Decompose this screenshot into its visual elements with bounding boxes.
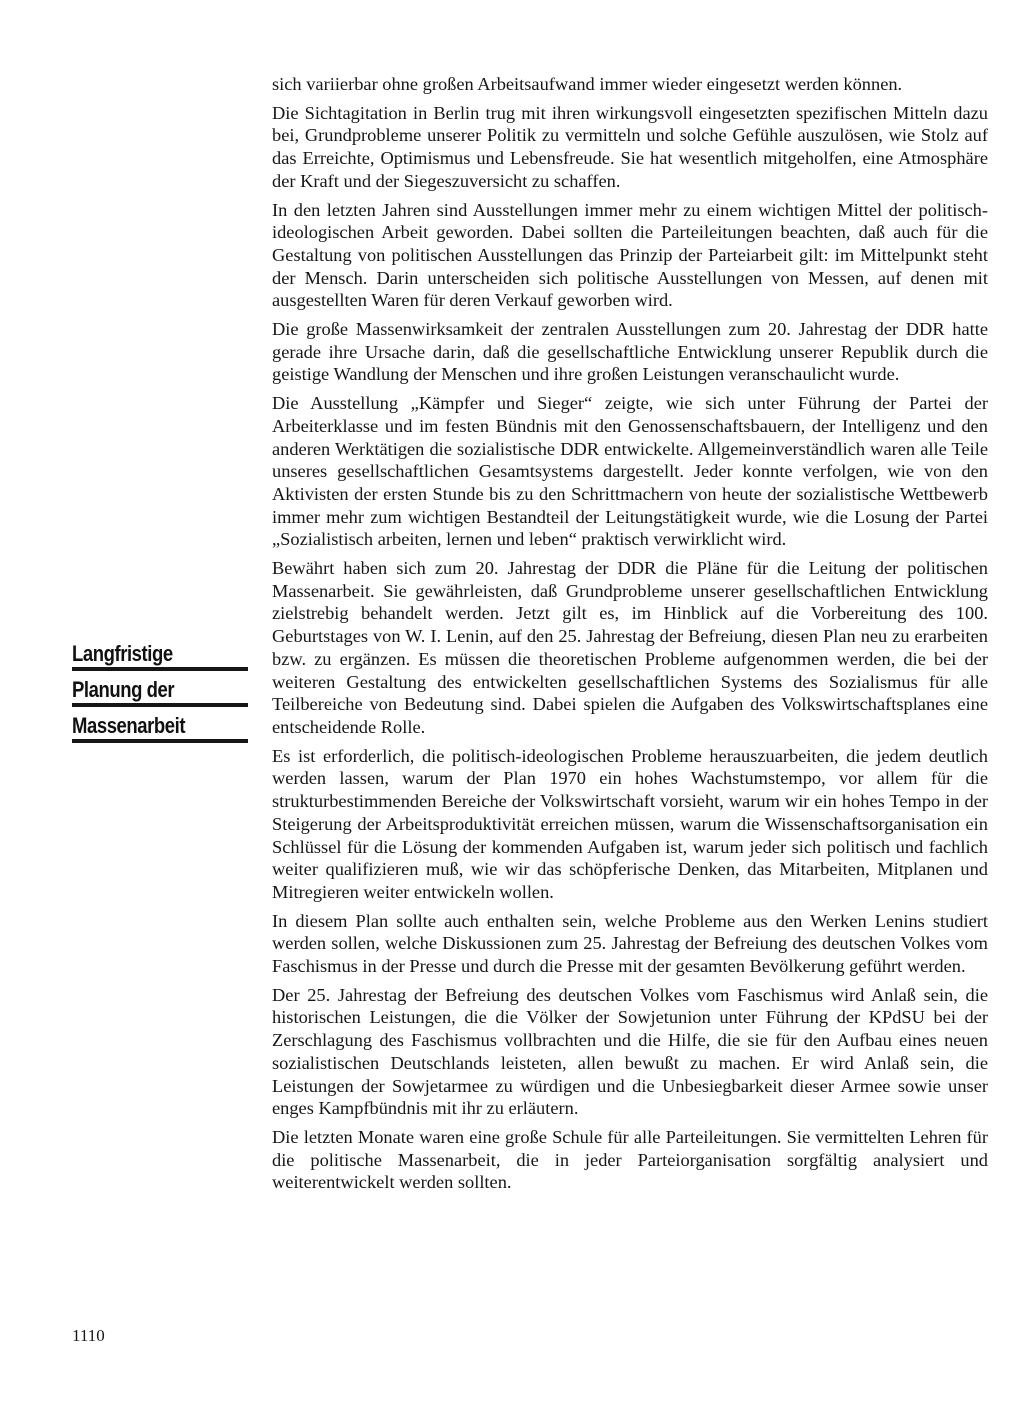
paragraph: Die Sichtagitation in Berlin trug mit ihren wirkungsvoll eingesetzten spezifischen Mitteln dazu bei, Grundprobleme unserer Politik zu vermitteln und solche Gefühle auszulösen, wie Stolz auf das Erreichte, Optimismus und Lebensfreude. Sie hat wesentlich mitgeholfen, eine Atmosphäre der Kraft und der Siegeszuversicht zu schaffen. [272, 102, 988, 191]
paragraph: Die letzten Monate waren eine große Schule für alle Parteileitungen. Sie vermittelten Lehren für die politische Massenarbeit, die in jeder Parteiorganisation sorgfältig analysiert und weiterentwickelt werden sollten. [272, 1126, 988, 1193]
page-number: 1110 [72, 1326, 105, 1345]
margin-heading-line-3: Massenarbeit [72, 713, 186, 738]
paragraph: In diesem Plan sollte auch enthalten sein, welche Probleme aus den Werken Lenins studiert werden sollen, welche Diskussionen zum 25. Jahrestag der Befreiung des deutschen Volkes vom Faschismus in der Presse und durch die Presse mit der gesamten Bevölkerung geführt werden. [272, 910, 988, 977]
paragraph: Der 25. Jahrestag der Befreiung des deutschen Volkes vom Faschismus wird Anlaß sein, die historischen Leistungen, die die Völker der Sowjetunion unter Führung der KPdSU bei der Zerschlagung des Faschismus vollbrachten und die Hilfe, die sie für den Aufbau eines neuen sozialistischen Deutschlands leisteten, allen bewußt zu machen. Er wird Anlaß sein, die Leistungen der Sowjetarmee zu würdigen und die Unbesiegbarkeit dieser Armee sowie unser enges Kampfbündnis mit ihr zu erläutern. [272, 984, 988, 1119]
paragraph: In den letzten Jahren sind Ausstellungen immer mehr zu einem wichtigen Mittel der politisch-ideologischen Arbeit geworden. Dabei sollten die Parteileitungen beachten, daß auch für die Gestaltung von politischen Ausstellungen das Prinzip der Parteiarbeit gilt: im Mittelpunkt steht der Mensch. Darin unterscheiden sich politische Ausstellungen von Messen, auf denen mit ausgestellten Waren für deren Verkauf geworben wird. [272, 199, 988, 311]
body-text-column [272, 73, 988, 1200]
margin-heading [72, 638, 248, 746]
heading-rule [72, 703, 248, 707]
margin-heading-line-2: Planung der [72, 677, 175, 702]
heading-rule [72, 667, 248, 671]
heading-rule [72, 739, 248, 743]
paragraph: sich variierbar ohne großen Arbeitsaufwand immer wieder eingesetzt werden können. [272, 74, 903, 94]
margin-heading-line-1: Langfristige [72, 641, 173, 666]
paragraph: Die Ausstellung „Kämpfer und Sieger“ zeigte, wie sich unter Führung der Partei der Arbeiterklasse und im festen Bündnis mit den Genossenschaftsbauern, der Intelligenz und den anderen Werktätigen die sozialistische DDR entwickelte. Allgemeinverständlich waren alle Teile unseres gesellschaftlichen Gesamtsystems dargestellt. Jeder konnte verfolgen, wie von den Aktivisten der ersten Stunde bis zu den Schrittmachern von heute der sozialistische Wettbewerb immer mehr zum wichtigen Bestandteil der Leitungstätigkeit wurde, wie die Losung der Partei „Sozialistisch arbeiten, lernen und leben“ praktisch verwirklicht wird. [272, 393, 988, 550]
paragraph: Es ist erforderlich, die politisch-ideologischen Probleme herauszuarbeiten, die jedem deutlich werden lassen, warum der Plan 1970 ein hohes Wachstumstempo, vor allem für die strukturbestimmenden Bereiche der Volkswirtschaft vorsieht, warum wir ein hohes Tempo in der Steigerung der Arbeitsproduktivität erreichen müssen, warum die Wissenschaftsorganisation ein Schlüssel für die Lösung der kommenden Aufgaben ist, warum jeder sich politisch und fachlich weiter qualifizieren muß, wie wir das schöpferische Denken, das Mitarbeiten, Mitplanen und Mitregieren weiter entwickeln wollen. [272, 745, 988, 902]
paragraph: Die große Massenwirksamkeit der zentralen Ausstellungen zum 20. Jahrestag der DDR hatte gerade ihre Ursache darin, daß die gesellschaftliche Entwicklung unserer Republik durch die geistige Wandlung der Menschen und ihre großen Leistungen veranschaulicht wurde. [272, 319, 988, 385]
paragraph: Bewährt haben sich zum 20. Jahrestag der DDR die Pläne für die Leitung der politischen Massenarbeit. Sie gewährleisten, daß Grundprobleme unserer gesellschaftlichen Entwicklung zielstrebig behandelt werden. Jetzt gilt es, im Hinblick auf die Vorbereitung des 100. Geburtstages von W. I. Lenin, auf den 25. Jahrestag der Befreiung, diesen Plan neu zu erarbeiten bzw. zu ergänzen. Es müssen die theoretischen Probleme aufgenommen werden, die bei der weiteren Gestaltung des entwickelten gesellschaftlichen Systems des Sozialismus für alle Teilbereiche von Bedeutung sind. Dabei spielen die Aufgaben des Volkswirtschaftsplanes eine entscheidende Rolle. [272, 558, 988, 737]
